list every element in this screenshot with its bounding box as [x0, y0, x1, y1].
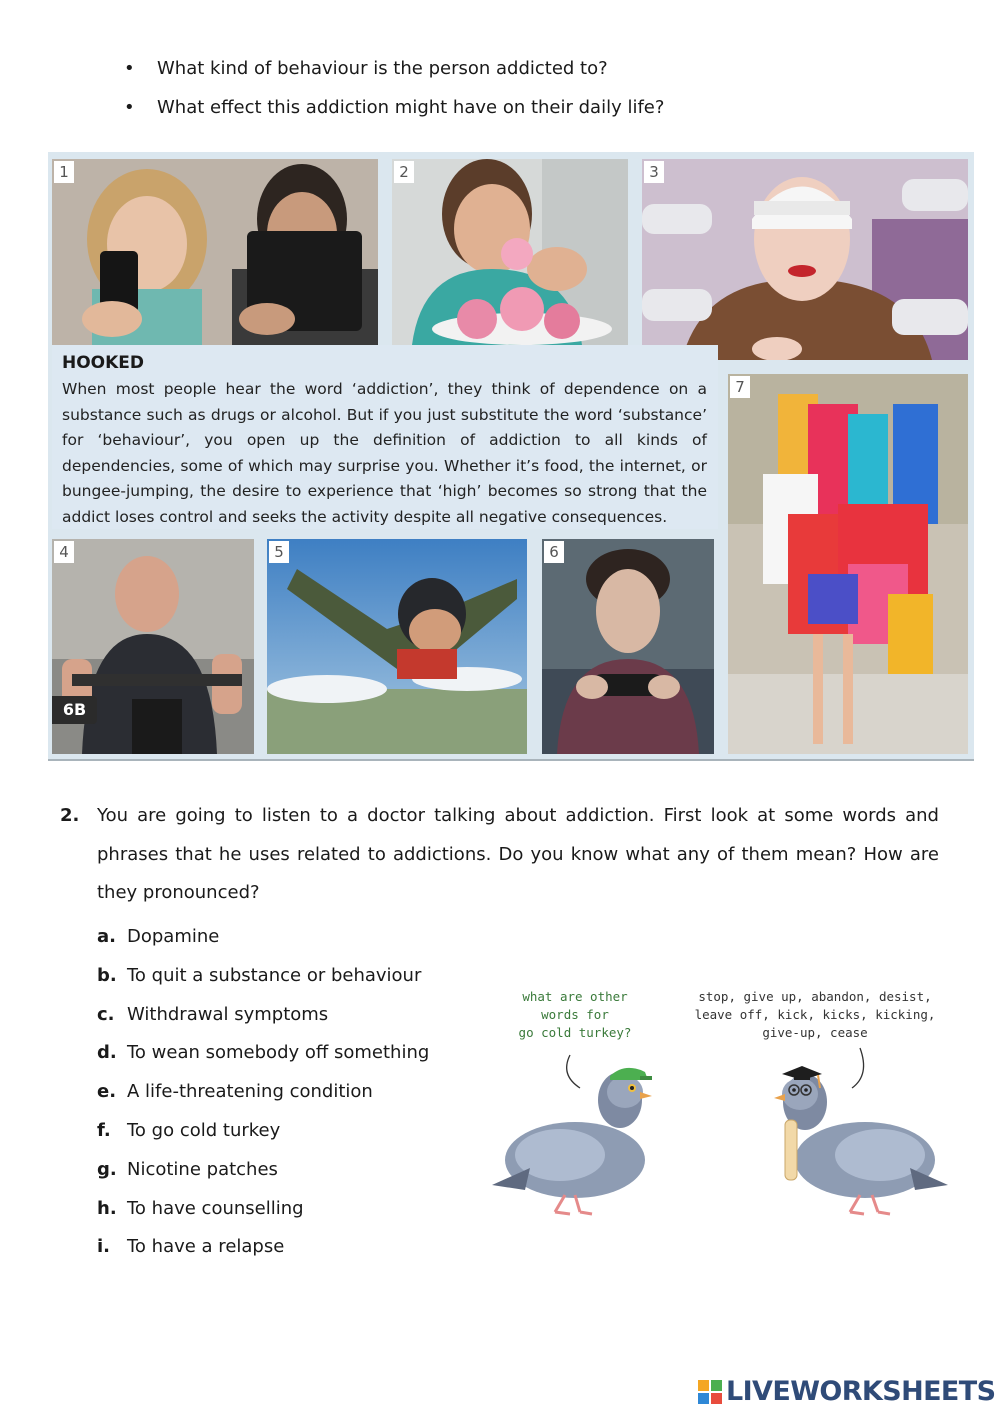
hooked-text-box	[52, 345, 718, 529]
photo-5-skydiver	[267, 539, 527, 754]
bullet-item: • What kind of behaviour is the person addicted to?	[124, 58, 944, 97]
item-text: To wean somebody off something	[127, 1042, 430, 1064]
list-item	[97, 1002, 497, 1041]
photo-1-phone-tablet	[52, 159, 378, 345]
question-bullets	[124, 58, 944, 136]
photo-7-shopping-bags	[728, 374, 968, 754]
hooked-title: HOOKED	[62, 353, 145, 373]
hooked-paragraph: When most people hear the word ‘addiction’, they think of dependence on a substance such as drugs or alcohol. But if you just substitute the word ‘substance’ for ‘behaviour’, you open up the definition of addiction to all kinds of dependencies, some of which may surprise you. Whether it’s food, the internet, or bungee-jumping, the desire to experience that ‘high’ becomes so strong that the addict loses control and seeks the activity despite all negative consequences.	[62, 380, 707, 526]
item-text: To have a relapse	[127, 1236, 285, 1258]
right-pigeon-icon	[774, 1066, 948, 1214]
item-text: A life-threatening condition	[127, 1081, 373, 1103]
pigeon-cartoon	[480, 980, 960, 1230]
list-item	[97, 1040, 497, 1079]
list-item	[97, 1196, 497, 1235]
photo-number: 3	[644, 161, 664, 183]
speech-line: stop, give up, abandon, desist,	[698, 989, 932, 1004]
item-letter: c.	[97, 1003, 115, 1025]
list-item	[97, 924, 497, 963]
item-letter: d.	[97, 1042, 117, 1064]
speech-line: words for	[541, 1007, 609, 1022]
logo-text: LIVEWORKSHEETS	[726, 1376, 996, 1407]
photo-number: 6	[544, 541, 564, 563]
list-item	[97, 1157, 497, 1196]
speech-line: what are other	[522, 989, 628, 1004]
list-item	[97, 1118, 497, 1157]
vocabulary-list	[97, 924, 497, 1273]
speech-line: give-up, cease	[762, 1025, 868, 1040]
photo-number: 4	[54, 541, 74, 563]
photo-4-exercise-bike	[52, 539, 254, 754]
list-item	[97, 963, 497, 1002]
item-text: Dopamine	[127, 926, 220, 947]
item-text: To go cold turkey	[127, 1119, 281, 1141]
bullet-item: • What effect this addiction might have on their daily life?	[124, 97, 944, 136]
item-letter: a.	[97, 926, 116, 947]
page-tag: 6B	[52, 696, 97, 724]
photo-number: 7	[730, 376, 750, 398]
list-item	[97, 1234, 497, 1273]
logo-icon	[698, 1380, 722, 1404]
item-text: To have counselling	[127, 1197, 304, 1219]
item-text: Nicotine patches	[127, 1158, 278, 1180]
photo-number: 1	[54, 161, 74, 183]
speech-line: go cold turkey?	[518, 1025, 632, 1040]
item-letter: h.	[97, 1197, 117, 1219]
item-letter: f.	[97, 1119, 111, 1141]
photo-6-gamer	[542, 539, 714, 754]
photo-3-cosmetic-surgery	[642, 159, 968, 360]
speech-line: leave off, kick, kicks, kicking,	[694, 1007, 936, 1022]
photo-collage	[48, 152, 974, 761]
item-letter: e.	[97, 1081, 117, 1103]
item-letter: b.	[97, 964, 117, 986]
list-item	[97, 1079, 497, 1118]
item-letter: i.	[97, 1236, 111, 1258]
photo-number: 2	[394, 161, 414, 183]
photo-number: 5	[269, 541, 289, 563]
left-pigeon-icon	[492, 1068, 652, 1214]
task-instructions: You are going to listen to a doctor talking about addiction. First look at some words and phrases that he uses related to addictions. Do you know what any of them mean? How are they pronounced?	[97, 805, 939, 904]
liveworksheets-logo	[698, 1376, 998, 1410]
task-number: 2.	[60, 805, 80, 826]
photo-2-doughnuts	[392, 159, 628, 345]
item-letter: g.	[97, 1158, 117, 1180]
item-text: To quit a substance or behaviour	[127, 964, 422, 986]
item-text: Withdrawal symptoms	[127, 1003, 329, 1025]
pigeon-illustration	[480, 980, 960, 1230]
